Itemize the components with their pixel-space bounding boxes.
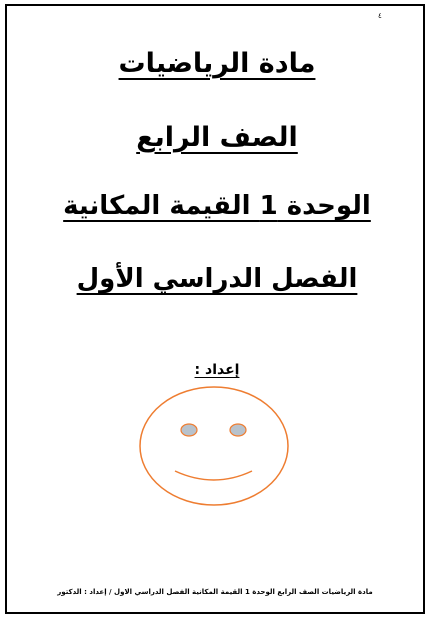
semester-title bbox=[0, 266, 434, 292]
footer-text: مادة الرياضيات الصف الرابع الوحدة 1 القيمة المكانية الفصل الدراسي الاول / إعداد : الدكتور bbox=[57, 588, 373, 596]
page-border bbox=[5, 4, 425, 614]
prepared-by-text: إعداد : bbox=[194, 362, 240, 378]
smiley-face-icon bbox=[138, 385, 290, 507]
right-eye bbox=[230, 424, 246, 436]
subject-title bbox=[0, 50, 434, 77]
corner-mark: ٤ bbox=[378, 12, 382, 20]
grade-title-text: الصف الرابع bbox=[136, 122, 298, 153]
semester-title-text: الفصل الدراسي الأول bbox=[76, 264, 358, 294]
left-eye bbox=[181, 424, 197, 436]
unit-title-text: الوحدة 1 القيمة المكانية bbox=[63, 191, 371, 221]
face-outline bbox=[140, 387, 288, 505]
grade-title bbox=[0, 124, 434, 151]
subject-title-text: مادة الرياضيات bbox=[118, 48, 316, 79]
unit-title bbox=[0, 193, 434, 219]
prepared-by-label bbox=[0, 362, 434, 378]
mouth bbox=[175, 471, 252, 480]
